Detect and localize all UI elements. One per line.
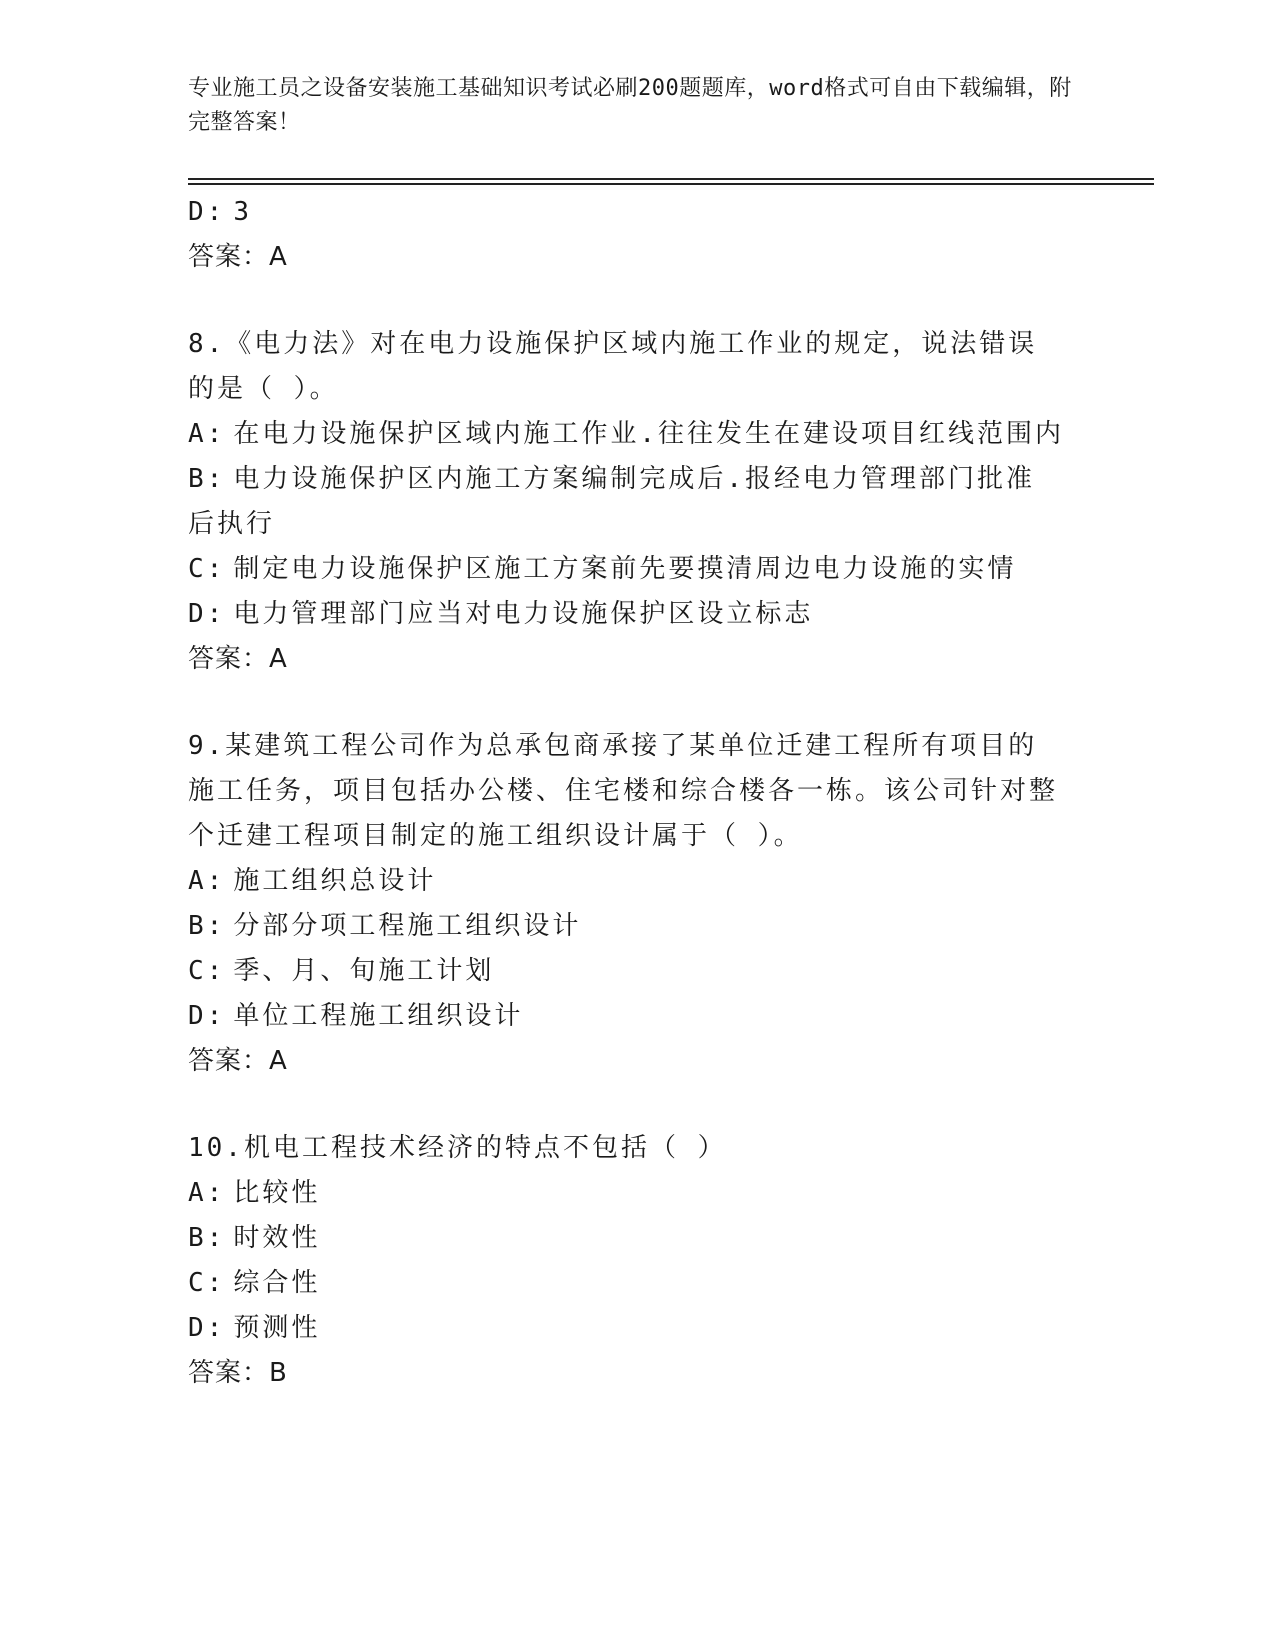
question-8-option-a: [188, 412, 1088, 457]
option-text: 预测性: [233, 1313, 321, 1343]
header-rule-top: [188, 178, 1154, 180]
option-label: B:: [188, 1223, 226, 1253]
header-rule-bottom: [188, 183, 1154, 185]
question-9-option-c: [188, 949, 1088, 994]
question-9-answer: 答案：A: [188, 1046, 288, 1076]
option-text: 分部分项工程施工组织设计: [233, 911, 582, 941]
document-content: [188, 190, 1088, 1396]
question-8-text: 8.《电力法》对在电力设施保护区域内施工作业的规定，说法错误的是（ ）。: [188, 329, 1038, 404]
question-9-option-d: [188, 994, 1088, 1039]
question-9-option-b: [188, 904, 1088, 949]
question-8-answer: 答案：A: [188, 644, 288, 674]
option-text: 时效性: [233, 1223, 321, 1253]
option-text: 电力设施保护区内施工方案编制完成后.报经电力管理部门批准后执行: [188, 464, 1035, 539]
option-text: 综合性: [233, 1268, 321, 1298]
option-text: 电力管理部门应当对电力设施保护区设立标志: [233, 599, 814, 629]
prev-answer: 答案：A: [188, 242, 288, 272]
document-header: 专业施工员之设备安装施工基础知识考试必刷200题题库，word格式可自由下载编辑，附完整答案！: [188, 76, 1072, 135]
option-text: 在电力设施保护区域内施工作业.往往发生在建设项目红线范围内: [233, 419, 1064, 449]
option-text: 施工组织总设计: [233, 866, 437, 896]
option-label: B:: [188, 911, 226, 941]
question-10-option-c: [188, 1261, 1088, 1306]
option-text: 3: [233, 197, 252, 227]
option-text: 季、月、旬施工计划: [233, 956, 495, 986]
question-8-option-c: [188, 547, 1088, 592]
question-9-option-a: [188, 859, 1088, 904]
option-label: C:: [188, 554, 226, 584]
option-label: A:: [188, 1178, 226, 1208]
option-label: D:: [188, 1313, 226, 1343]
question-10-option-b: [188, 1216, 1088, 1261]
option-text: 单位工程施工组织设计: [233, 1001, 524, 1031]
option-label: C:: [188, 1268, 226, 1298]
option-text: 比较性: [233, 1178, 321, 1208]
question-10-answer: 答案：B: [188, 1358, 288, 1388]
question-10-option-d: [188, 1306, 1088, 1351]
option-label: C:: [188, 956, 226, 986]
question-8-option-d: [188, 592, 1088, 637]
prev-option-d: [188, 190, 1088, 235]
question-8-option-b: [188, 457, 1058, 547]
option-label: A:: [188, 419, 226, 449]
option-label: D:: [188, 197, 226, 227]
option-label: D:: [188, 1001, 226, 1031]
option-text: 制定电力设施保护区施工方案前先要摸清周边电力设施的实情: [233, 554, 1017, 584]
option-label: D:: [188, 599, 226, 629]
option-label: B:: [188, 464, 226, 494]
question-10-text: 10.机电工程技术经济的特点不包括（ ）: [188, 1133, 727, 1163]
option-label: A:: [188, 866, 226, 896]
question-10-option-a: [188, 1171, 1088, 1216]
question-9-text: 9.某建筑工程公司作为总承包商承接了某单位迁建工程所有项目的施工任务，项目包括办公楼、住宅楼和综合楼各一栋。该公司针对整个迁建工程项目制定的施工组织设计属于（ ）。: [188, 731, 1059, 851]
